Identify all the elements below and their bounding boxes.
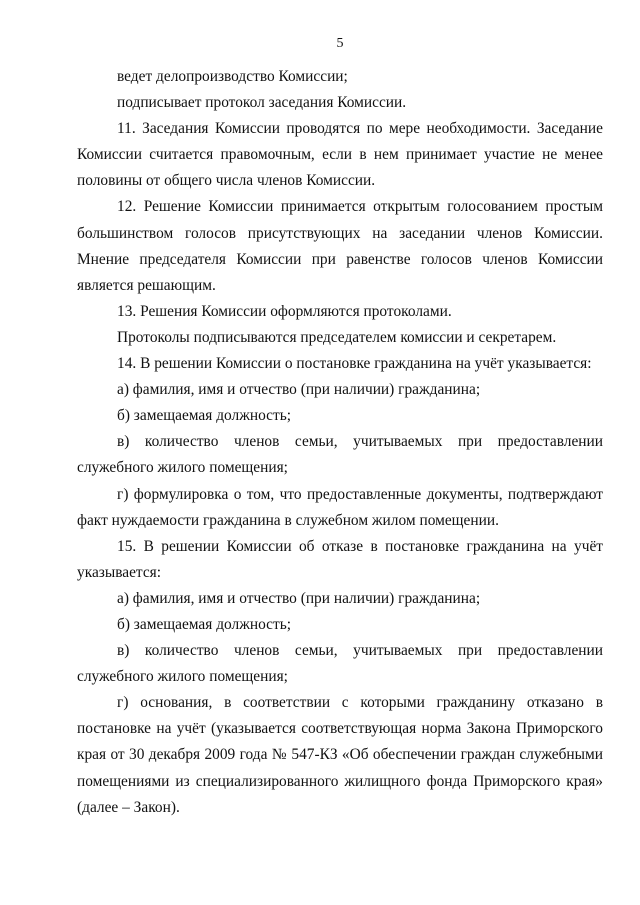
list-item: г) основания, в соответствии с которыми гражданину отказано в постановке на учёт (указывается соответствующая норма Закона Приморского края от 30 декабря 2009 года № 547-КЗ «Об обеспечении граждан служебными помещениями из специализированного жилищного фонда Приморского края» (далее – Закон). <box>77 694 603 816</box>
paragraph: подписывает протокол заседания Комиссии. <box>117 94 407 112</box>
paragraph: 12. Решение Комиссии принимается открытым голосованием простым большинством голосов присутствующих на заседании членов Комиссии. Мнение председателя Комиссии при равенстве голосов членов Комиссии является решающим. <box>77 198 603 294</box>
paragraph: 11. Заседания Комиссии проводятся по мере необходимости. Заседание Комиссии считается правомочным, если в нем принимает участие не менее половины от общего числа членов Комиссии. <box>77 120 603 190</box>
list-item: в) количество членов семьи, учитываемых при предоставлении служебного жилого помещения; <box>77 433 603 477</box>
paragraph: 13. Решения Комиссии оформляются протоколами. <box>117 302 452 320</box>
paragraph: 15. В решении Комиссии об отказе в постановке гражданина на учёт указывается: <box>77 537 603 581</box>
paragraph: Протоколы подписываются председателем комиссии и секретарем. <box>117 328 557 346</box>
list-item: в) количество членов семьи, учитываемых при предоставлении служебного жилого помещения; <box>77 642 603 686</box>
list-item: б) замещаемая должность; <box>117 407 291 425</box>
list-item: а) фамилия, имя и отчество (при наличии) гражданина; <box>117 589 481 607</box>
paragraph: ведет делопроизводство Комиссии; <box>117 68 348 85</box>
paragraph: 14. В решении Комиссии о постановке гражданина на учёт указывается: <box>117 355 592 373</box>
page-number: 5 <box>336 36 344 51</box>
list-item: а) фамилия, имя и отчество (при наличии) гражданина; <box>117 381 481 399</box>
list-item: б) замещаемая должность; <box>117 615 291 633</box>
list-item: г) формулировка о том, что предоставленные документы, подтверждают факт нуждаемости гражданина в служебном жилом помещении. <box>77 485 603 529</box>
document-body <box>77 64 603 821</box>
